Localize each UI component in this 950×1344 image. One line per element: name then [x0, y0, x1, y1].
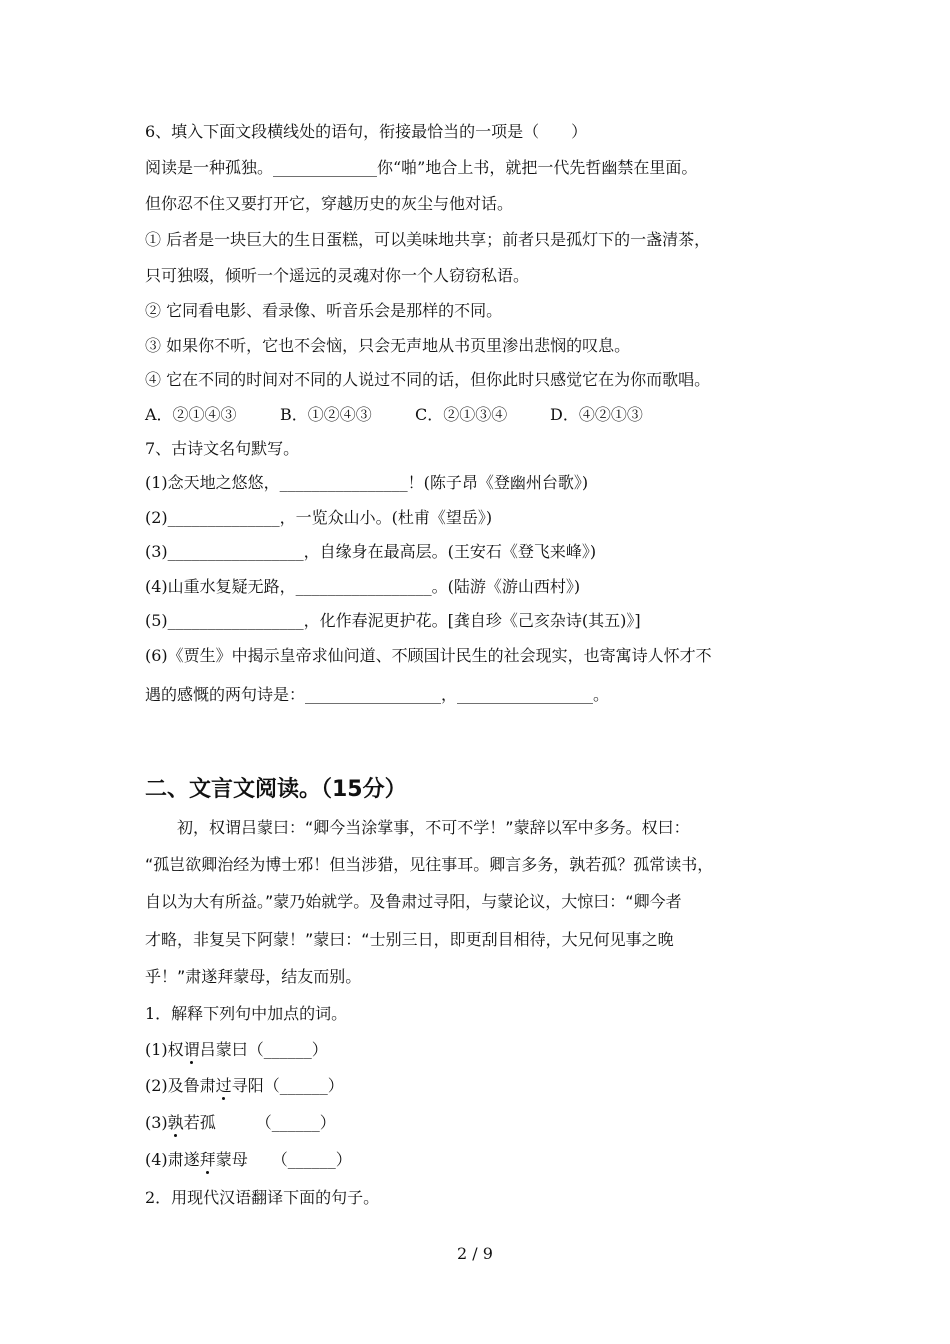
classical-passage-line-1: 初，权谓吕蒙曰：“卿今当涂掌事，不可不学！”蒙辞以军中多务。权曰： — [145, 818, 690, 837]
dotted-word: 孰 — [167, 1113, 184, 1132]
sub-q1-item-4-post: 蒙母 （______） — [215, 1150, 352, 1169]
q7-item-2: (2)______________，一览众山小。(杜甫《望岳》) — [145, 508, 493, 527]
q6-item-2: ② 它同看电影、看录像、听音乐会是那样的不同。 — [145, 301, 503, 320]
q7-item-3: (3)_________________，自缘身在最高层。(王安石《登飞来峰》) — [145, 542, 597, 561]
q6-option-a: A．②①④③ — [145, 405, 237, 424]
q6-item-1-cont: 只可独啜，倾听一个遥远的灵魂对你一个人窃窃私语。 — [145, 266, 530, 285]
sub-q1-item-4-pre: (4)肃遂 — [145, 1150, 200, 1169]
sub-q1-item-2-post: 寻阳（______） — [231, 1076, 344, 1095]
q7-item-6-cont: 遇的感慨的两句诗是：_________________，_________________。 — [145, 685, 610, 704]
sub-q1-item-3-post: 若孤 （______） — [183, 1113, 336, 1132]
q6-item-1: ① 后者是一块巨大的生日蛋糕，可以美味地共享；前者只是孤灯下的一盏清茶， — [145, 230, 711, 249]
dotted-word: 谓 — [183, 1040, 200, 1059]
sub-q1-item-1-pre: (1)权 — [145, 1040, 184, 1059]
q6-item-4: ④ 它在不同的时间对不同的人说过不同的话，但你此时只感觉它在为你而歌唱。 — [145, 370, 711, 389]
sub-q1-item-3-pre: (3) — [145, 1113, 168, 1132]
sub-q2-title: 2．用现代汉语翻译下面的句子。 — [145, 1188, 380, 1207]
sub-q1-item-3 — [145, 1113, 336, 1133]
q7-item-5: (5)_________________，化作春泥更护花。[龚自珍《己亥杂诗(其五)》] — [145, 611, 641, 630]
classical-passage-line-2: “孤岂欲卿治经为博士邪！但当涉猎，见往事耳。卿言多务，孰若孤？孤常读书， — [145, 855, 714, 874]
classical-passage-line-3: 自以为大有所益。”蒙乃始就学。及鲁肃过寻阳，与蒙论议，大惊曰：“卿今者 — [145, 892, 682, 911]
q6-options — [145, 405, 685, 425]
classical-passage-line-4: 才略，非复吴下阿蒙！”蒙曰：“士别三日，即更刮目相待，大兄何见事之晚 — [145, 930, 674, 949]
classical-passage-line-5: 乎！”肃遂拜蒙母，结友而别。 — [145, 967, 362, 986]
q6-title: 6、填入下面文段横线处的语句，衔接最恰当的一项是（ ） — [145, 122, 588, 141]
sub-q1-title: 1．解释下列句中加点的词。 — [145, 1004, 348, 1023]
sub-q1-item-1 — [145, 1040, 328, 1060]
q6-item-3: ③ 如果你不听，它也不会恼，只会无声地从书页里渗出悲悯的叹息。 — [145, 336, 631, 355]
q6-option-b: B．①②④③ — [280, 405, 372, 424]
section-heading: 二、文言文阅读。（15分） — [145, 777, 407, 802]
q6-option-d: D．④②①③ — [550, 405, 643, 424]
q6-option-c: C．②①③④ — [415, 405, 508, 424]
q6-passage-line-2: 但你忍不住又要打开它，穿越历史的灰尘与他对话。 — [145, 194, 514, 213]
sub-q1-item-2 — [145, 1076, 344, 1096]
q6-passage-line-1: 阅读是一种孤独。_____________你“啪”地合上书，就把一代先哲幽禁在里面。 — [145, 158, 698, 177]
sub-q1-item-4 — [145, 1150, 352, 1170]
q7-item-6: (6)《贾生》中揭示皇帝求仙问道、不顾国计民生的社会现实，也寄寓诗人怀才不 — [145, 646, 712, 665]
sub-q1-item-1-post: 吕蒙曰（______） — [199, 1040, 328, 1059]
dotted-word: 过 — [215, 1076, 232, 1095]
page-number: 2 / 9 — [457, 1244, 493, 1263]
sub-q1-item-2-pre: (2)及鲁肃 — [145, 1076, 216, 1095]
q7-item-1: (1)念天地之悠悠，________________！(陈子昂《登幽州台歌》) — [145, 473, 589, 492]
dotted-word: 拜 — [199, 1150, 216, 1169]
q7-title: 7、古诗文名句默写。 — [145, 439, 300, 458]
q7-item-4: (4)山重水复疑无路，_________________。(陆游《游山西村》) — [145, 577, 581, 596]
